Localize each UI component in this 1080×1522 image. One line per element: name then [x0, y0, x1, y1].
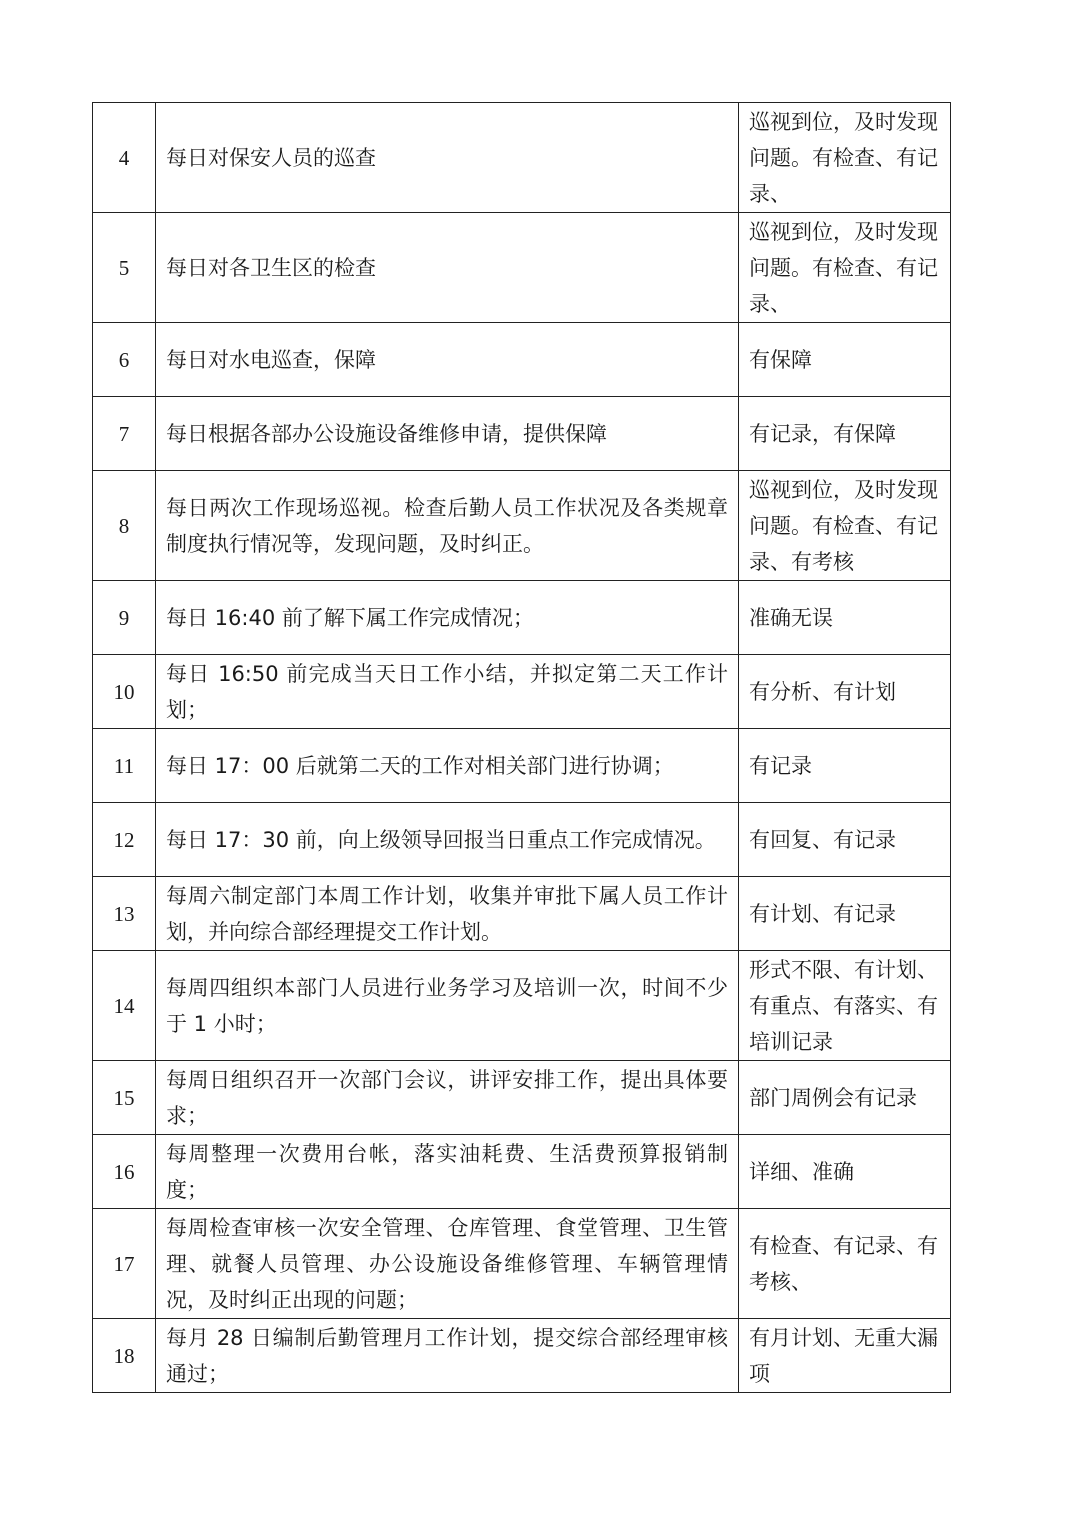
- standard-cell: 有记录，有保障: [739, 397, 951, 471]
- table-row: [93, 1209, 951, 1319]
- row-number-cell: 9: [93, 581, 156, 655]
- duty-table: [92, 102, 951, 1393]
- row-number-cell: 17: [93, 1209, 156, 1319]
- standard-cell: 形式不限、有计划、有重点、有落实、有培训记录: [739, 951, 951, 1061]
- table-row: [93, 397, 951, 471]
- task-description-cell: 每日对水电巡查，保障: [156, 323, 739, 397]
- task-description-cell: 每日对保安人员的巡查: [156, 103, 739, 213]
- standard-cell: 有检查、有记录、有考核、: [739, 1209, 951, 1319]
- table-row: [93, 655, 951, 729]
- standard-cell: 详细、准确: [739, 1135, 951, 1209]
- duty-table-page: [92, 102, 950, 1393]
- table-row: [93, 1061, 951, 1135]
- table-row: [93, 803, 951, 877]
- table-row: [93, 103, 951, 213]
- task-description-cell: 每日两次工作现场巡视。检查后勤人员工作状况及各类规章制度执行情况等，发现问题，及时纠正。: [156, 471, 739, 581]
- standard-cell: 有保障: [739, 323, 951, 397]
- row-number-cell: 15: [93, 1061, 156, 1135]
- standard-cell: 有计划、有记录: [739, 877, 951, 951]
- standard-cell: 部门周例会有记录: [739, 1061, 951, 1135]
- row-number-cell: 11: [93, 729, 156, 803]
- standard-cell: 有月计划、无重大漏项: [739, 1319, 951, 1393]
- row-number-cell: 16: [93, 1135, 156, 1209]
- row-number-cell: 6: [93, 323, 156, 397]
- standard-cell: 有记录: [739, 729, 951, 803]
- table-row: [93, 213, 951, 323]
- row-number-cell: 18: [93, 1319, 156, 1393]
- task-description-cell: 每日对各卫生区的检查: [156, 213, 739, 323]
- row-number-cell: 14: [93, 951, 156, 1061]
- task-description-cell: 每周整理一次费用台帐，落实油耗费、生活费预算报销制度；: [156, 1135, 739, 1209]
- row-number-cell: 4: [93, 103, 156, 213]
- table-row: [93, 729, 951, 803]
- standard-cell: 有分析、有计划: [739, 655, 951, 729]
- table-row: [93, 877, 951, 951]
- row-number-cell: 13: [93, 877, 156, 951]
- task-description-cell: 每周日组织召开一次部门会议，讲评安排工作，提出具体要求；: [156, 1061, 739, 1135]
- row-number-cell: 12: [93, 803, 156, 877]
- standard-cell: 有回复、有记录: [739, 803, 951, 877]
- task-description-cell: 每周检查审核一次安全管理、仓库管理、食堂管理、卫生管理、就餐人员管理、办公设施设备维修管理、车辆管理情况，及时纠正出现的问题；: [156, 1209, 739, 1319]
- task-description-cell: 每周四组织本部门人员进行业务学习及培训一次，时间不少于 1 小时；: [156, 951, 739, 1061]
- standard-cell: 准确无误: [739, 581, 951, 655]
- standard-cell: 巡视到位，及时发现问题。有检查、有记录、有考核: [739, 471, 951, 581]
- task-description-cell: 每日 16:50 前完成当天日工作小结，并拟定第二天工作计划；: [156, 655, 739, 729]
- task-description-cell: 每日根据各部办公设施设备维修申请，提供保障: [156, 397, 739, 471]
- standard-cell: 巡视到位，及时发现问题。有检查、有记录、: [739, 213, 951, 323]
- row-number-cell: 10: [93, 655, 156, 729]
- task-description-cell: 每日 17：30 前，向上级领导回报当日重点工作完成情况。: [156, 803, 739, 877]
- table-row: [93, 951, 951, 1061]
- task-description-cell: 每周六制定部门本周工作计划，收集并审批下属人员工作计划，并向综合部经理提交工作计划。: [156, 877, 739, 951]
- table-row: [93, 1319, 951, 1393]
- row-number-cell: 5: [93, 213, 156, 323]
- row-number-cell: 8: [93, 471, 156, 581]
- task-description-cell: 每日 17：00 后就第二天的工作对相关部门进行协调；: [156, 729, 739, 803]
- standard-cell: 巡视到位，及时发现问题。有检查、有记录、: [739, 103, 951, 213]
- row-number-cell: 7: [93, 397, 156, 471]
- duty-table-body: [93, 103, 951, 1393]
- table-row: [93, 323, 951, 397]
- table-row: [93, 1135, 951, 1209]
- task-description-cell: 每日 16:40 前了解下属工作完成情况；: [156, 581, 739, 655]
- table-row: [93, 471, 951, 581]
- table-row: [93, 581, 951, 655]
- task-description-cell: 每月 28 日编制后勤管理月工作计划，提交综合部经理审核通过；: [156, 1319, 739, 1393]
